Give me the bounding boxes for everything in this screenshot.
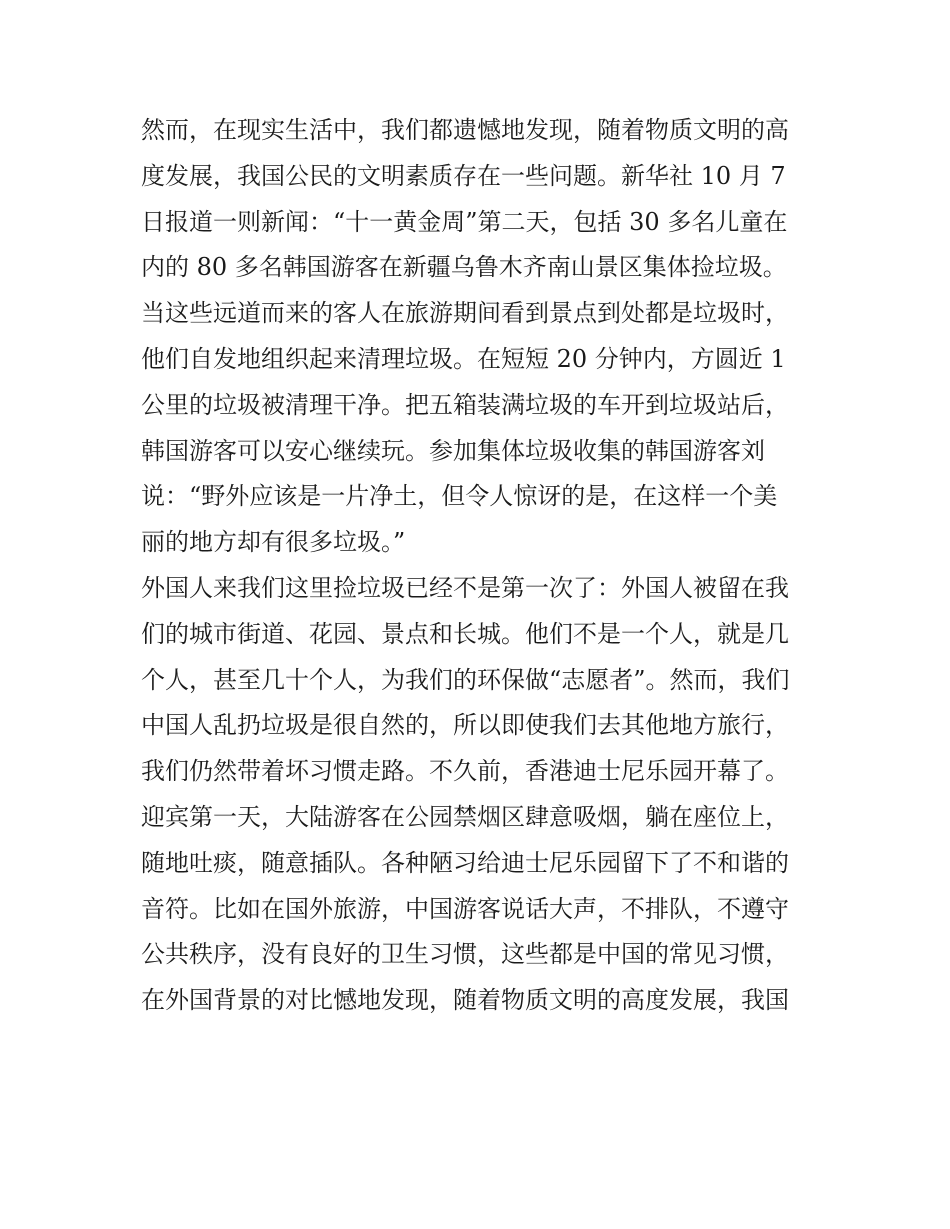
text-line: 个人，甚至几十个人，为我们的环保做“志愿者”。然而，我们 (141, 665, 790, 694)
text-line: 我们仍然带着坏习惯走路。不久前，香港迪士尼乐园开幕了。 (141, 757, 789, 786)
text-line: 韩国游客可以安心继续玩。参加集体垃圾收集的韩国游客刘 (141, 436, 765, 465)
text-line: 在外国背景的对比憾地发现，随着物质文明的高度发展，我国 (141, 986, 789, 1015)
paragraph-1 (141, 108, 811, 566)
text-line: 丽的地方却有很多垃圾。” (141, 528, 406, 557)
text-line: 随地吐痰，随意插队。各种陋习给迪士尼乐园留下了不和谐的 (141, 848, 789, 877)
text-line: 他们自发地组织起来清理垃圾。在短短 20 分钟内，方圆近 1 (141, 344, 786, 373)
paragraph-2 (141, 566, 811, 1024)
text-line: 然而，在现实生活中，我们都遗憾地发现，随着物质文明的高 (141, 116, 789, 144)
text-line: 内的 80 多名韩国游客在新疆乌鲁木齐南山景区集体捡垃圾。 (141, 253, 787, 282)
text-line: 当这些远道而来的客人在旅游期间看到景点到处都是垃圾时， (141, 299, 789, 328)
text-line: 外国人来我们这里捡垃圾已经不是第一次了：外国人被留在我 (141, 573, 789, 602)
text-line: 日报道一则新闻：“十一黄金周”第二天，包括 30 多名儿童在 (141, 207, 788, 236)
document-body (141, 108, 811, 1024)
text-line: 中国人乱扔垃圾是很自然的，所以即使我们去其他地方旅行， (141, 711, 789, 740)
text-line: 公里的垃圾被清理干净。把五箱装满垃圾的车开到垃圾站后， (141, 390, 789, 419)
text-line: 度发展，我国公民的文明素质存在一些问题。新华社 10 月 7 (141, 161, 786, 190)
text-line: 公共秩序，没有良好的卫生习惯，这些都是中国的常见习惯， (141, 940, 789, 969)
text-line: 迎宾第一天，大陆游客在公园禁烟区肆意吸烟，躺在座位上， (141, 802, 789, 831)
text-line: 音符。比如在国外旅游，中国游客说话大声，不排队，不遵守 (141, 894, 789, 923)
text-line: 说：“野外应该是一片净土，但令人惊讶的是，在这样一个美 (141, 482, 778, 511)
text-line: 们的城市街道、花园、景点和长城。他们不是一个人，就是几 (141, 619, 789, 648)
